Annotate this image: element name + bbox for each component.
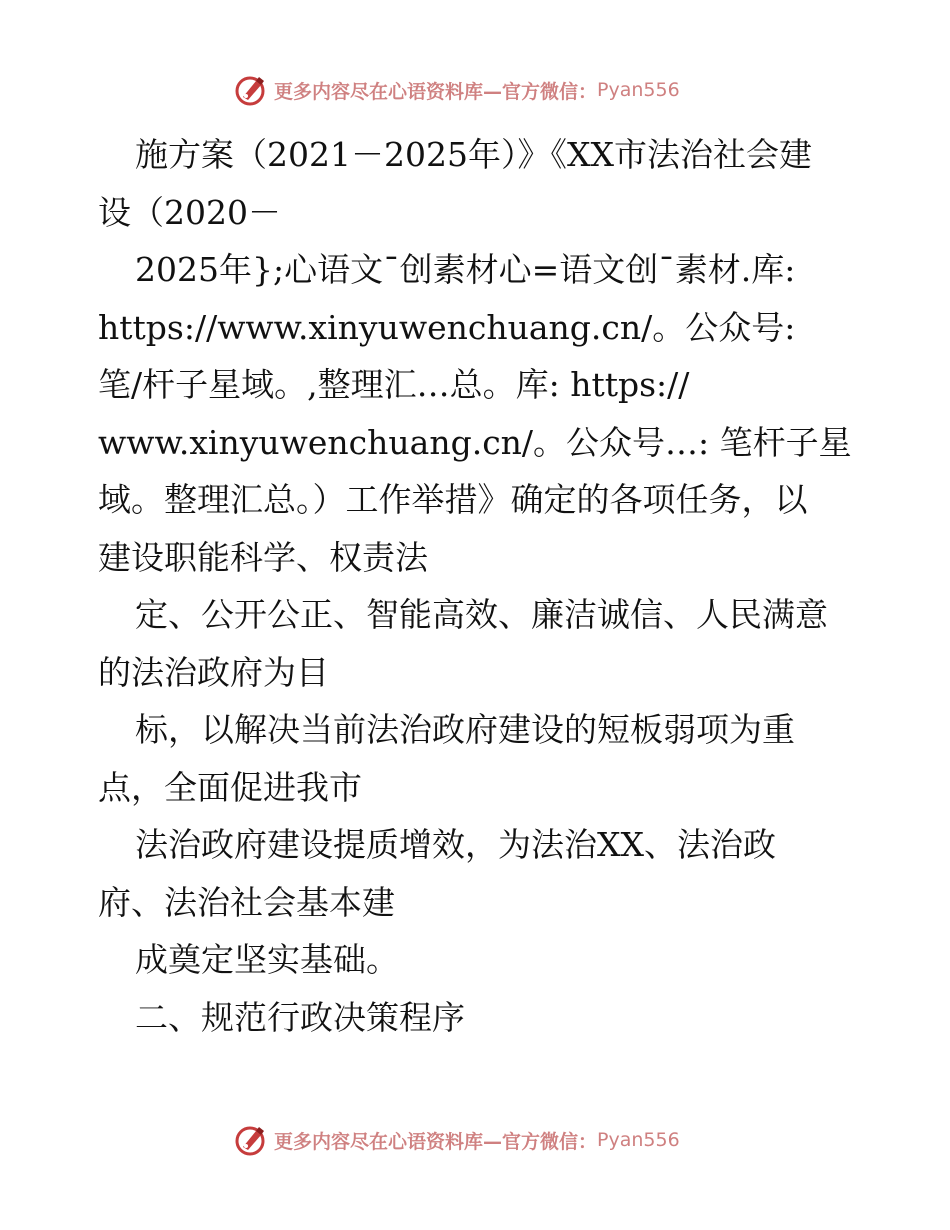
text-line: 府、法治社会基本建 bbox=[98, 882, 395, 922]
text-line: 笔/杆子星域。,整理汇…总。库: https:// bbox=[98, 365, 690, 404]
text-line: https://www.xinyuwenchuang.cn/。公众号: bbox=[98, 307, 796, 347]
watermark-id: Pyan556 bbox=[597, 79, 680, 101]
text-line: 建设职能科学、权责法 bbox=[98, 537, 428, 577]
page-footer-watermark bbox=[234, 1122, 680, 1158]
text-line: 法治政府建设提质增效，为法治XX、法治政 bbox=[135, 825, 776, 864]
text-line: 点，全面促进我市 bbox=[98, 767, 362, 807]
watermark-text: 更多内容尽在心语资料库—官方微信： bbox=[274, 1130, 598, 1153]
text-line: 定、公开公正、智能高效、廉洁诚信、人民满意 bbox=[135, 595, 828, 634]
watermark-id: Pyan556 bbox=[597, 1129, 680, 1151]
text-line: 施方案（2021－2025年）》《XX市法治社会建 bbox=[135, 135, 812, 174]
text-line: www.xinyuwenchuang.cn/。公众号…: 笔杆子星 bbox=[98, 422, 852, 462]
text-line: 标，以解决当前法治政府建设的短板弱项为重 bbox=[135, 710, 795, 749]
watermark-text: 更多内容尽在心语资料库—官方微信： bbox=[274, 80, 598, 103]
pen-logo-icon bbox=[234, 73, 268, 107]
pen-logo-icon bbox=[234, 1123, 268, 1157]
text-line: 域。整理汇总。）工作举措》确定的各项任务，以 bbox=[98, 480, 808, 519]
section-heading: 二、规范行政决策程序 bbox=[135, 997, 465, 1037]
document-body bbox=[98, 126, 878, 1046]
text-line: 2025年};心语文¯创素材心=语文创¯素材.库: bbox=[135, 250, 796, 289]
text-line: 的法治政府为目 bbox=[98, 652, 329, 692]
text-line: 成奠定坚实基础。 bbox=[135, 940, 399, 979]
text-line: 设（2020－ bbox=[98, 192, 281, 232]
page-header-watermark bbox=[234, 72, 680, 108]
